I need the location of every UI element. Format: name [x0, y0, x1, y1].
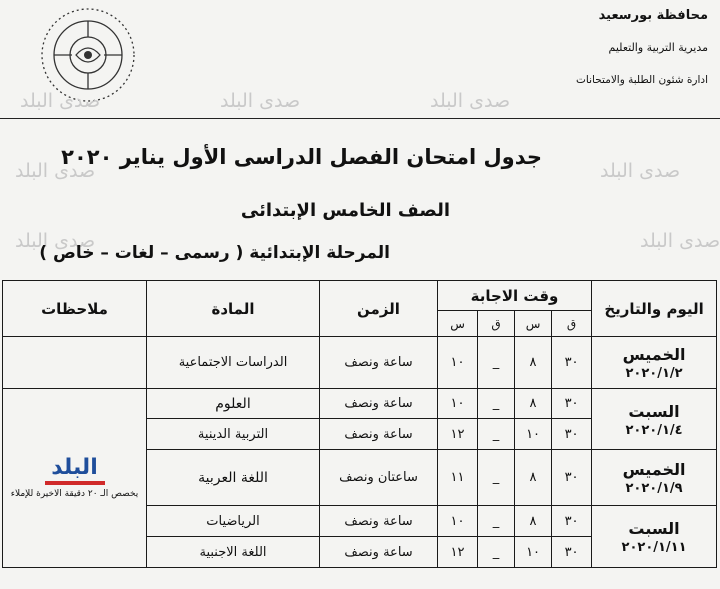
page-title: جدول امتحان الفصل الدراسى الأول يناير ٢٠٢٠: [61, 145, 542, 169]
start-hour: ١٠: [515, 419, 552, 450]
table-header-row: [3, 281, 717, 311]
end-hour: ١١: [438, 450, 478, 506]
end-minutes: _: [478, 337, 515, 389]
start-hour: ٨: [515, 389, 552, 419]
day-date-header: اليوم والتاريخ: [592, 281, 717, 337]
day-cell: [592, 506, 717, 568]
subject-header: المادة: [147, 281, 320, 337]
minutes-header: ق: [478, 311, 515, 337]
exam-schedule-table: [2, 280, 717, 568]
subject-cell: الرياضيات: [147, 506, 320, 537]
stage-title: المرحلة الإبتدائية ( رسمى – لغات – خاص ): [39, 243, 390, 263]
brand-accent-bar: [45, 481, 105, 485]
subject-cell: الدراسات الاجتماعية: [147, 337, 320, 389]
header-divider: [0, 118, 720, 119]
watermark: صدى البلد: [220, 90, 301, 112]
start-hour: ٨: [515, 337, 552, 389]
day-date: ٢٠٢٠/١/٤: [625, 422, 683, 438]
notes-cell: [3, 337, 147, 389]
day-cell: [592, 389, 717, 450]
organization-header: [498, 8, 708, 86]
answer-time-header: وقت الاجابة: [438, 281, 592, 311]
start-hour: ٨: [515, 506, 552, 537]
duration-cell: ساعة ونصف: [320, 337, 438, 389]
notes-header: ملاحظات: [3, 281, 147, 337]
watermark: صدى البلد: [20, 90, 101, 112]
duration-cell: ساعتان ونصف: [320, 450, 438, 506]
duration-cell: ساعة ونصف: [320, 389, 438, 419]
end-minutes: _: [478, 419, 515, 450]
subject-cell: التربية الدينية: [147, 419, 320, 450]
watermark: صدى البلد: [15, 160, 96, 182]
day-cell: [592, 450, 717, 506]
duration-cell: ساعة ونصف: [320, 419, 438, 450]
subject-cell: العلوم: [147, 389, 320, 419]
start-hour: ١٠: [515, 537, 552, 568]
start-hour: ٨: [515, 450, 552, 506]
end-minutes: _: [478, 450, 515, 506]
end-hour: ١٢: [438, 419, 478, 450]
day-name: الخميس: [622, 460, 686, 479]
subject-cell: اللغة الاجنبية: [147, 537, 320, 568]
day-cell: [592, 337, 717, 389]
start-minutes: ٣٠: [552, 389, 592, 419]
day-date: ٢٠٢٠/١/١١: [621, 540, 687, 555]
duration-header: الزمن: [320, 281, 438, 337]
duration-cell: ساعة ونصف: [320, 537, 438, 568]
subject-cell: اللغة العربية: [147, 450, 320, 506]
start-minutes: ٣٠: [552, 337, 592, 389]
start-minutes: ٣٠: [552, 450, 592, 506]
table-row: [3, 337, 717, 389]
day-name: الخميس: [622, 345, 686, 364]
start-minutes: ٣٠: [552, 419, 592, 450]
hours-header: س: [438, 311, 478, 337]
end-minutes: _: [478, 389, 515, 419]
day-date: ٢٠٢٠/١/٩: [625, 481, 683, 496]
notes-cell: [3, 389, 147, 568]
hours-header: س: [515, 311, 552, 337]
watermark: صدى البلد: [15, 230, 96, 252]
end-minutes: _: [478, 506, 515, 537]
dictation-note: يخصص الـ ٢٠ دقيقة الاخيرة للإملاء: [10, 489, 139, 499]
grade-title: الصف الخامس الإبتدائى: [240, 200, 450, 221]
end-hour: ١٠: [438, 389, 478, 419]
table-row: [3, 389, 717, 419]
day-date: ٢٠٢٠/١/٢: [625, 366, 683, 381]
duration-cell: ساعة ونصف: [320, 506, 438, 537]
watermark: صدى البلد: [430, 90, 511, 112]
brand-logo: البلد: [51, 455, 98, 480]
minutes-header: ق: [552, 311, 592, 337]
directorate-label: مديرية التربية والتعليم: [608, 41, 708, 54]
start-minutes: ٣٠: [552, 537, 592, 568]
watermark: صدى البلد: [640, 230, 720, 252]
day-name: السبت: [628, 401, 680, 421]
end-hour: ١٢: [438, 537, 478, 568]
governorate-label: محافظة بورسعيد: [598, 8, 708, 23]
end-minutes: _: [478, 537, 515, 568]
day-name: السبت: [628, 519, 680, 538]
end-hour: ١٠: [438, 506, 478, 537]
end-hour: ١٠: [438, 337, 478, 389]
watermark-brand: [3, 456, 146, 500]
department-label: ادارة شئون الطلبة والامتحانات: [576, 74, 708, 86]
watermark: صدى البلد: [600, 160, 681, 182]
start-minutes: ٣٠: [552, 506, 592, 537]
